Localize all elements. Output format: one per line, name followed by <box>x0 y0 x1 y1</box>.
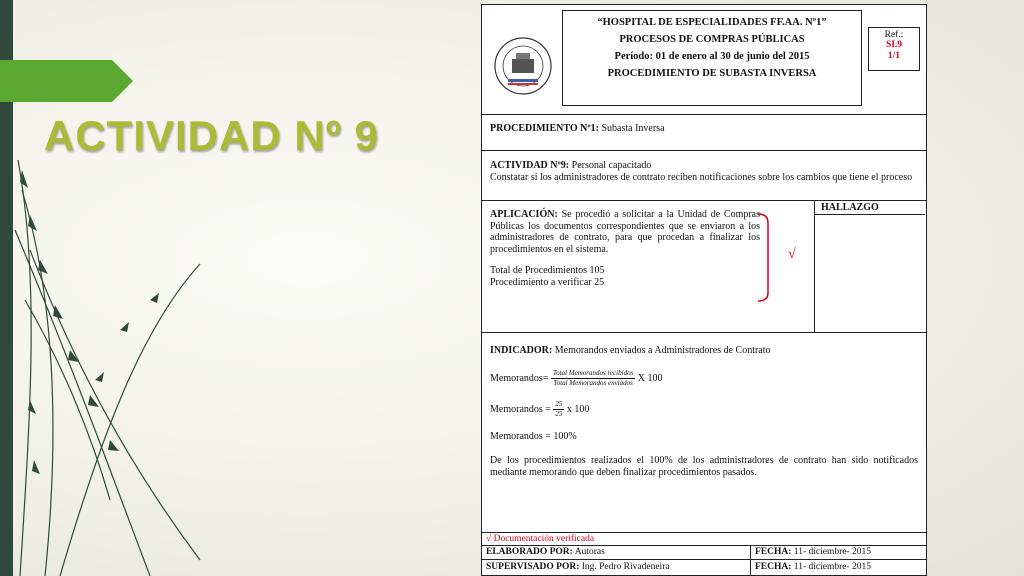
indicador-label: INDICADOR: <box>490 345 553 356</box>
header-title-box <box>562 10 862 106</box>
indicador-conclusion: De los procedimientos realizados el 100% de los administradores de contrato han sido notificados mediante memorando que deben finalizar procedimientos pasados. <box>490 455 918 478</box>
formula-1-lhs: Memorandos= <box>490 372 549 384</box>
audit-document <box>481 4 927 576</box>
process-name: PROCESOS DE COMPRAS PÚBLICAS <box>619 34 805 45</box>
indicador-row <box>482 333 926 533</box>
slide-title: ACTIVIDAD Nº 9 <box>44 112 380 159</box>
supervisado-label: SUPERVISADO POR: <box>486 562 580 572</box>
formula-1 <box>490 369 918 388</box>
elaborado-row <box>482 546 926 560</box>
formula-1-rhs: X 100 <box>637 372 663 384</box>
aplicacion-total: Total de Procedimientos 105 <box>490 265 605 276</box>
aplicacion-verificar: Procedimiento a verificar 25 <box>490 276 605 288</box>
formula-2-denominator: 25 <box>555 410 563 418</box>
red-bracket-icon <box>754 213 776 303</box>
procedimiento-value: Subasta Inversa <box>601 123 665 134</box>
procedure-type: PROCEDIMIENTO DE SUBASTA INVERSA <box>607 68 817 79</box>
check-mark-icon: √ <box>788 247 796 262</box>
elaborado-value: Autoras <box>574 547 605 557</box>
fecha2-value: 11- diciembre- 2015 <box>793 562 872 572</box>
supervisado-value: Ing. Pedro Rivadeneira <box>581 562 670 572</box>
aplicacion-cell <box>482 201 815 332</box>
ref-label: Ref.: <box>884 30 904 40</box>
procedimiento-label: PROCEDIMIENTO Nº1: <box>490 123 599 134</box>
formula-2-fraction <box>553 400 564 419</box>
doc-header <box>482 5 926 115</box>
actividad-label: ACTIVIDAD Nº9: <box>490 160 570 171</box>
aplicacion-row <box>482 201 926 333</box>
actividad-row <box>482 151 926 201</box>
hallazgo-header: HALLAZGO <box>815 201 925 215</box>
formula-1-denominator: Total Memorandos enviados <box>553 379 633 387</box>
fecha2-label: FECHA: <box>755 562 792 572</box>
reference-box <box>868 27 920 71</box>
period: Período: 01 de enero al 30 de junio del 2015 <box>614 51 810 62</box>
formula-2-lhs: Memorandos = <box>490 403 551 415</box>
actividad-value: Personal capacitado <box>571 160 652 171</box>
supervisado-row <box>482 560 926 575</box>
formula-2 <box>490 400 918 419</box>
aplicacion-label: APLICACIÓN: <box>490 209 558 220</box>
ref-code: SI.9 <box>885 40 903 50</box>
ref-page: 1/1 <box>887 51 901 61</box>
formula-2-rhs: x 100 <box>566 403 590 415</box>
procedimiento-row <box>482 115 926 151</box>
fecha1-value: 11- diciembre- 2015 <box>793 547 872 557</box>
documentacion-verificada: √ Documentación verificada <box>482 533 926 546</box>
formula-3: Memorandos = 100% <box>490 431 577 442</box>
formula-1-fraction <box>551 369 635 388</box>
elaborado-label: ELABORADO POR: <box>486 547 573 557</box>
fecha1-label: FECHA: <box>755 547 792 557</box>
formula-2-numerator: 25 <box>555 400 563 408</box>
indicador-value: Memorandos enviados a Administradores de Contrato <box>554 345 771 356</box>
hospital-seal-icon <box>492 35 554 97</box>
aplicacion-text: Se procedió a solicitar a la Unidad de Compras Públicas los documentos correspondientes que se enviaron a los administradores de contrato, para que procedan a finalizar los procedimientos en el sistema. <box>490 209 761 255</box>
actividad-desc: Constatar si los administradores de contrato reciben notificaciones sobre los cambios que tiene el proceso <box>490 172 913 183</box>
formula-1-numerator: Total Memorandos recibidos <box>552 369 634 377</box>
hospital-name: “HOSPITAL DE ESPECIALIDADES FF.AA. Nº1” <box>597 17 827 28</box>
decorative-leaf-lines <box>0 0 460 576</box>
